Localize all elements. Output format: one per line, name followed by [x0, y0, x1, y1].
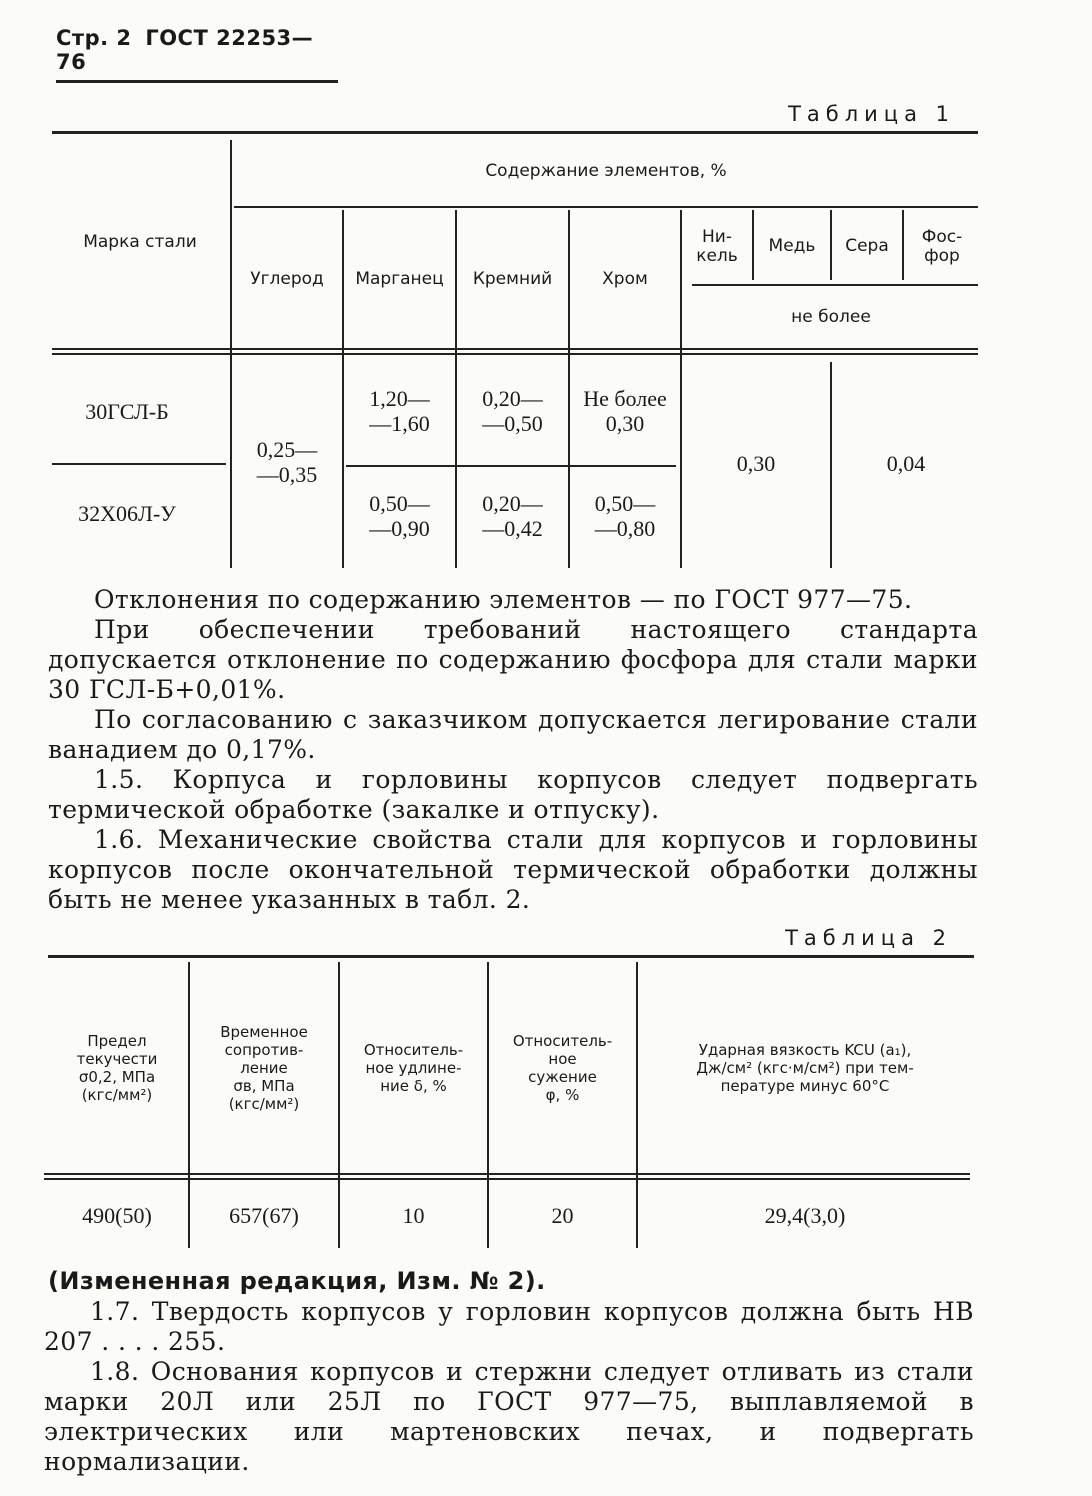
sulfur-phosphorus-value: 0,04 [886, 451, 926, 477]
silicon-value: 0,20— —0,50 [482, 385, 543, 436]
col-nickel-header: Ни- кель [696, 226, 738, 266]
standard-number: ГОСТ 22253—76 [56, 26, 314, 74]
limit-note: не более [791, 307, 871, 328]
tensile-value: 657(67) [229, 1203, 299, 1229]
paragraph-1-5: 1.5. Корпуса и горловины корпусов следует подвергать термической обработке (закалке и отпуску). [48, 765, 978, 824]
table2-top-rule [48, 955, 974, 958]
page-header [56, 26, 338, 83]
paragraph-1-7: 1.7. Твердость корпусов у горловин корпусов должна быть НВ 207 . . . . 255. [44, 1297, 974, 1356]
reduction-value: 20 [551, 1203, 574, 1229]
nickel-copper-value: 0,30 [736, 451, 776, 477]
table1-vrule [230, 140, 232, 568]
group-header: Содержание элементов, % [485, 161, 727, 182]
col-sulfur-header: Сера [845, 236, 889, 257]
paragraph-1-8: 1.8. Основания корпусов и стержни следует отливать из стали марки 20Л или 25Л по ГОСТ 977—75, выплавляемой в электрических или мартеновских печах, и подвергать нормализации. [44, 1357, 974, 1476]
table2-header-rule-2 [44, 1178, 970, 1180]
col-grade-header: Марка стали [83, 232, 197, 253]
table1-row-rule-grade [52, 463, 226, 465]
table1-vrule [342, 210, 344, 568]
col-manganese-header: Марганец [355, 269, 444, 290]
table1-row-rule-values [346, 465, 676, 467]
amendment-note: (Измененная редакция, Изм. № 2). [48, 1267, 546, 1295]
elongation-value: 10 [402, 1203, 425, 1229]
page-label: Стр. 2 [56, 26, 132, 50]
chromium-value: Не более 0,30 [583, 385, 667, 436]
table2-vrule [188, 962, 190, 1248]
table1-top-rule [52, 131, 978, 134]
table1-caption: Таблица 1 [788, 102, 955, 126]
col-copper-header: Медь [768, 236, 816, 257]
table1-group-rule [234, 206, 978, 208]
table2-vrule [636, 962, 638, 1248]
col-chromium-header: Хром [602, 269, 648, 290]
yield-value: 490(50) [82, 1203, 152, 1229]
table2-caption: Таблица 2 [785, 926, 952, 950]
table1-vrule [455, 210, 457, 568]
table1-vrule [680, 210, 682, 568]
col-elongation-header: Относитель- ное удлине- ние δ, % [363, 1041, 464, 1095]
table1-limit-rule [692, 284, 978, 286]
table1-vrule [830, 210, 832, 280]
table2-header-rule-1 [44, 1173, 970, 1175]
table2-vrule [487, 962, 489, 1248]
table1-vrule [568, 210, 570, 568]
paragraph-deviation: Отклонения по содержанию элементов — по ГОСТ 977—75. [94, 585, 913, 614]
col-impact-header: Ударная вязкость KCU (a₁), Дж/см² (кгс·м/см²) при тем- пературе минус 60°С [696, 1041, 914, 1095]
table1-row-grade: 30ГСЛ-Б [85, 399, 169, 425]
paragraph-1-6: 1.6. Механические свойства стали для корпусов и горловины корпусов после окончательной термической обработки должны быть не менее указанных в табл. 2. [48, 825, 978, 914]
col-carbon-header: Углерод [250, 269, 324, 290]
table1-header-rule-2 [52, 353, 978, 355]
col-phosphorus-header: Фос- фор [921, 226, 963, 266]
paragraph-vanadium: По согласованию с заказчиком допускается легирование стали ванадием до 0,17%. [48, 705, 978, 764]
manganese-value: 1,20— —1,60 [369, 385, 430, 436]
table1-header-rule-1 [52, 348, 978, 350]
silicon-value: 0,20— —0,42 [482, 490, 543, 541]
table1-vrule [830, 362, 832, 568]
table1-vrule [752, 210, 754, 280]
table2-vrule [338, 962, 340, 1248]
table1-row-grade: 32Х06Л-У [78, 501, 176, 527]
col-tensile-header: Временное сопротив- ление σв, МПа (кгс/мм²) [220, 1023, 308, 1113]
col-silicon-header: Кремний [472, 269, 553, 290]
col-reduction-header: Относитель- ное сужение φ, % [512, 1032, 613, 1104]
manganese-value: 0,50— —0,90 [369, 490, 430, 541]
paragraph-phosphorus: При обеспечении требований настоящего стандарта допускается отклонение по содержанию фосфора для стали марки 30 ГСЛ-Б+0,01%. [48, 615, 978, 704]
chromium-value: 0,50— —0,80 [594, 490, 656, 541]
carbon-value: 0,25— —0,35 [256, 436, 318, 487]
impact-value: 29,4(3,0) [764, 1203, 846, 1229]
col-yield-header: Предел текучести σ0,2, МПа (кгс/мм²) [76, 1032, 158, 1104]
table1-vrule [902, 210, 904, 280]
